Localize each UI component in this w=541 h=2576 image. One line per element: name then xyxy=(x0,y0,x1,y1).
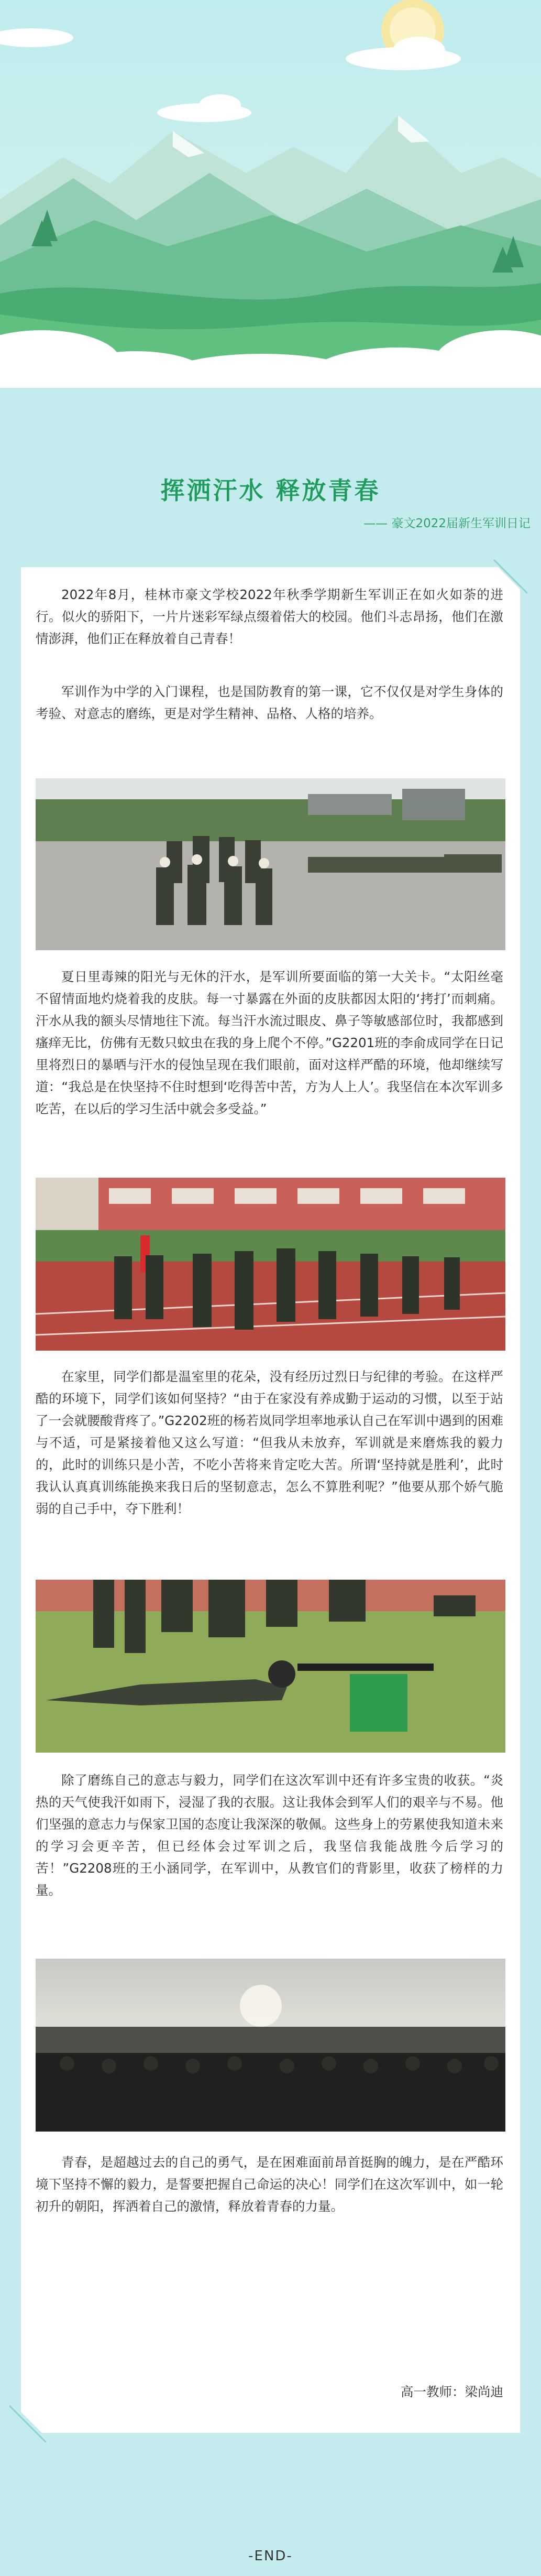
article-paragraph: 除了磨练自己的意志与毅力，同学们在这次军训中还有许多宝贵的收获。“炎热的天气使我汗如雨下，浸湿了我的衣服。这让我体会到军人们的艰辛与不易。他们坚强的意志力与保家卫国的态度让我深深的敬佩。这些身上的劳累使我知道未来的学习会更辛苦，但已经体会过军训之后，我坚信我能战胜今后学习的苦！”G2208班的王小涵同学，在军训中，从教官们的背影里，收获了榜样的力量。 xyxy=(36,1773,503,1898)
title-block xyxy=(0,472,541,530)
article-paragraph: 夏日里毒辣的阳光与无休的汗水，是军训所要面临的第一大关卡。“太阳丝毫不留情面地灼烧着我的皮肤。每一寸暴露在外面的皮肤都因太阳的‘拷打’而刺痛。汗水从我的额头尽情地往下流。每当汗水流过眼皮、鼻子等敏感部位时，我都感到瘙痒无比，仿佛有无数只蚊虫在我的身上爬个不停。”G2201班的李俞成同学在日记里将烈日的暴晒与汗水的侵蚀呈现在我们眼前，面对这样严酷的环境，他却继续写道：“我总是在快坚持不住时想到‘吃得苦中苦，方为人上人’。我坚信在本次军训多吃苦，在以后的学习生活中就会多受益。” xyxy=(36,969,503,1116)
article-paragraph: 在家里，同学们都是温室里的花朵，没有经历过烈日与纪律的考验。在这样严酷的环境下，同学们该如何坚持？“由于在家没有养成勤于运动的习惯，以至于站了一会就腰酸背疼了。”G2202班的杨若岚同学坦率地承认自己在军训中遇到的困难与不适，可是紧接着他又这么写道：“但我从未放弃，军训就是来磨炼我的毅力的，此时的训练只是小苦，不吃小苦将来肯定吃大苦。所谓‘坚持就是胜利’，此时我认认真真训练能换来我日后的坚韧意志，怎么不算胜利呢？”他要从那个娇气脆弱的自己手中，夺下胜利！ xyxy=(36,1369,503,1516)
photo-track xyxy=(36,1178,505,1351)
photo-shooting xyxy=(36,1580,505,1753)
end-mark: -END- xyxy=(248,2548,293,2564)
header-illustration xyxy=(0,0,541,398)
article-card xyxy=(21,567,520,2433)
subtitle-row xyxy=(363,514,531,531)
article-paragraph: 军训作为中学的入门课程，也是国防教育的第一课，它不仅仅是对学生身体的考验、对意志的磨练，更是对学生精神、品格、人格的培养。 xyxy=(36,684,503,721)
corner-decoration-icon xyxy=(9,2400,51,2442)
page-subtitle: —— 豪文2022届新生军训日记 xyxy=(363,517,531,530)
page-title: 挥洒汗水 释放青春 xyxy=(160,476,381,505)
article-paragraph: 2022年8月，桂林市豪文学校2022年秋季学期新生军训正在如火如荼的进行。似火的骄阳下，一片片迷彩军绿点缀着偌大的校园。他们斗志昂扬，他们在激情澎湃，他们正在释放着自己青春！ xyxy=(36,587,503,646)
photo-formation xyxy=(36,1959,505,2132)
article-paragraph: 青春，是超越过去的自己的勇气，是在困难面前昂首挺胸的魄力，是在严酷环境下坚持不懈的毅力，是誓要把握自己命运的决心！同学们在这次军训中，如一轮初升的朝阳，挥洒着自己的激情，释放着青春的力量。 xyxy=(36,2155,503,2214)
author-signature: 高一教师：梁尚迪 xyxy=(401,2384,503,2399)
photo-marching xyxy=(36,778,505,950)
